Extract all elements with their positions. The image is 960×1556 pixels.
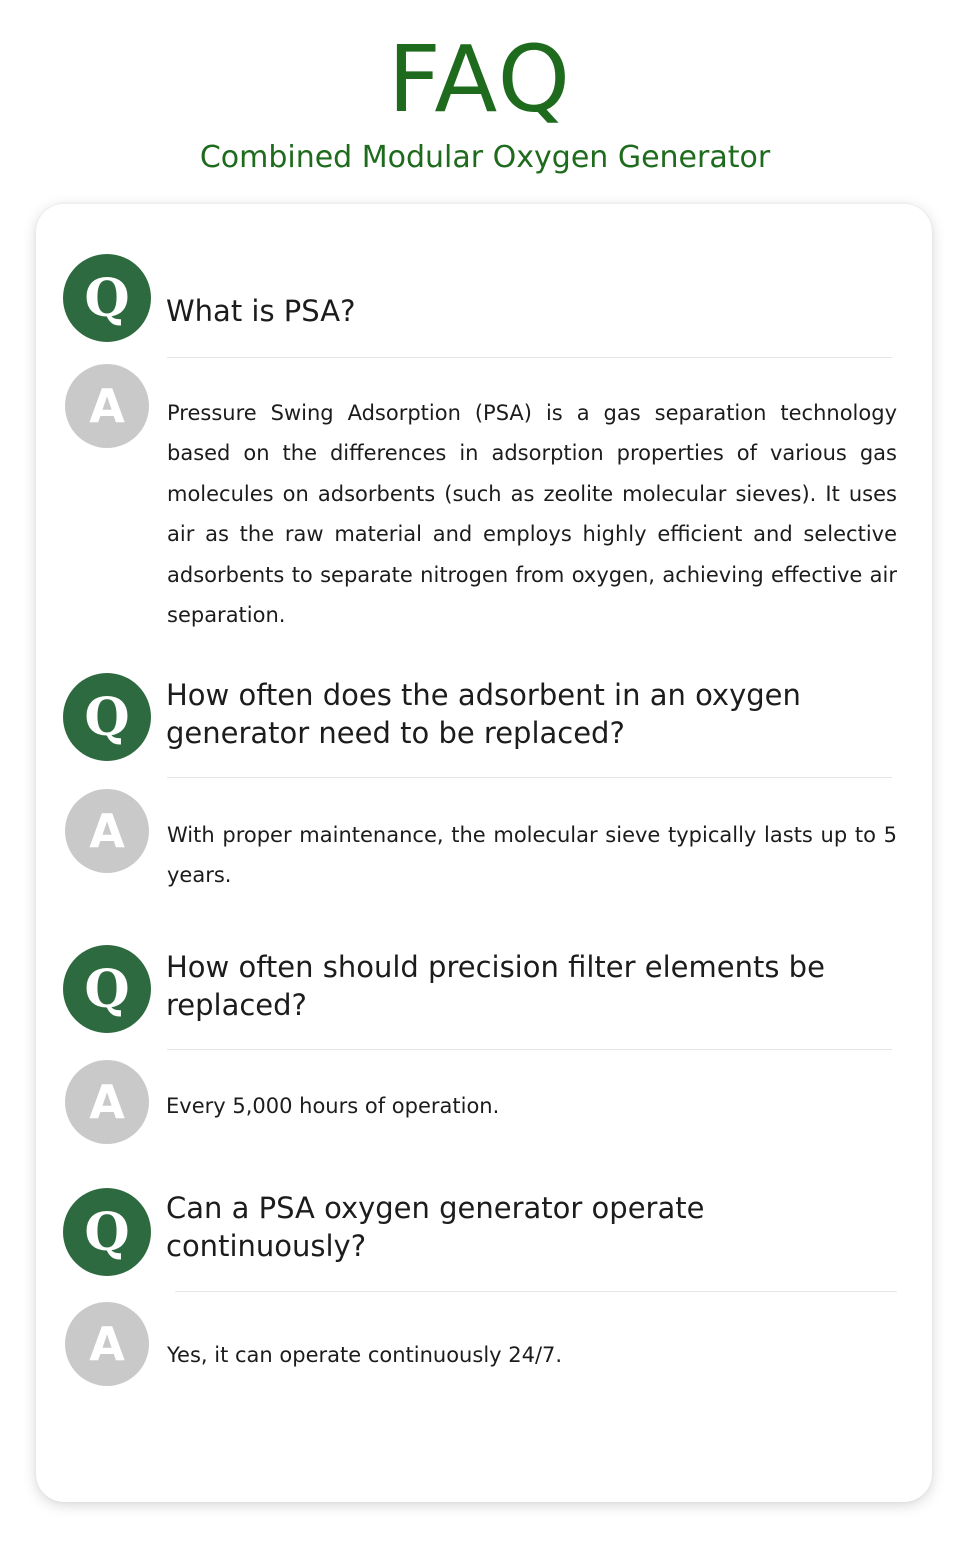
faq-divider-1 [167, 357, 892, 358]
answer-badge-icon: A [65, 364, 149, 448]
faq-question-4: Can a PSA oxygen generator operate continuously? [166, 1191, 705, 1263]
answer-badge-icon: A [65, 1302, 149, 1386]
faq-question-2: How often does the adsorbent in an oxygen generator need to be replaced? [166, 678, 801, 750]
faq-answer-1: Pressure Swing Adsorption (PSA) is a gas separation technology based on the differences in adsorption properties of various gas molecules on adsorbents (such as zeolite molecular sieves). It uses air as the raw material and employs highly efficient and selective adsorbents to separate nitrogen from oxygen, achieving effective air separation. [167, 401, 897, 628]
answer-badge-icon: A [65, 1060, 149, 1144]
faq-question-3: How often should precision filter elements be replaced? [166, 950, 825, 1022]
answer-badge-icon: A [65, 789, 149, 873]
faq-divider-2 [167, 777, 892, 778]
faq-divider-3 [167, 1049, 892, 1050]
question-badge-icon: Q [63, 673, 151, 761]
question-badge-icon: Q [63, 1188, 151, 1276]
question-badge-icon: Q [63, 254, 151, 342]
page-subtitle: Combined Modular Oxygen Generator [199, 140, 771, 175]
faq-answer-2: With proper maintenance, the molecular sieve typically lasts up to 5 years. [167, 823, 897, 888]
faq-divider-4 [175, 1291, 897, 1292]
question-badge-icon: Q [63, 945, 151, 1033]
faq-answer-4: Yes, it can operate continuously 24/7. [167, 1343, 563, 1367]
faq-answer-3: Every 5,000 hours of operation. [166, 1094, 500, 1118]
faq-question-1: What is PSA? [166, 294, 356, 328]
page-title: FAQ [387, 26, 573, 133]
